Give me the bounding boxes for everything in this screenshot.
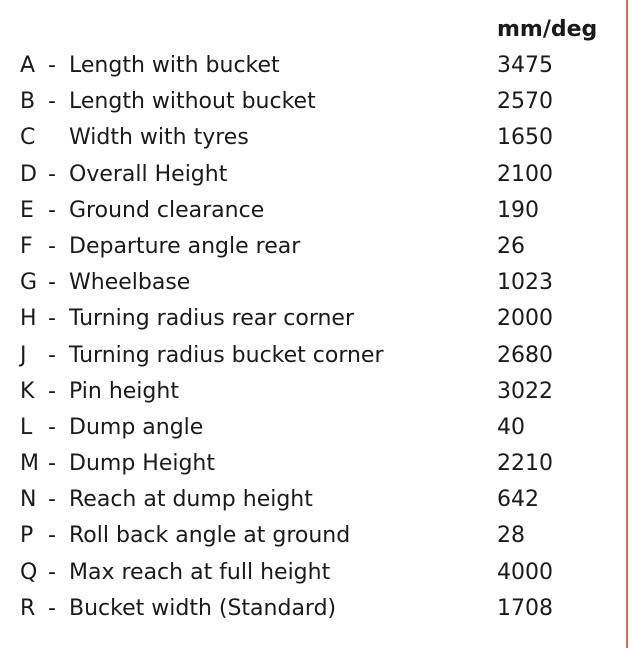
spec-label: Dump Height	[69, 451, 215, 477]
spec-label: Ground clearance	[69, 197, 265, 223]
spec-dash: -	[48, 89, 56, 115]
spec-row-m	[20, 449, 620, 485]
spec-row-l	[20, 413, 620, 449]
spec-letter: G	[20, 270, 38, 296]
spec-value: 1650	[497, 125, 553, 151]
spec-label: Turning radius bucket corner	[69, 342, 384, 368]
spec-letter: L	[20, 414, 33, 440]
spec-row-p	[20, 521, 620, 557]
spec-row-j	[20, 341, 620, 377]
spec-row-h	[20, 304, 620, 340]
spec-letter: H	[20, 306, 37, 332]
spec-label: Length without bucket	[69, 89, 316, 115]
spec-dash: -	[48, 342, 56, 368]
spec-row-q	[20, 558, 620, 594]
spec-letter: K	[20, 378, 35, 404]
spec-letter: E	[20, 197, 34, 223]
spec-letter: J	[20, 342, 27, 368]
spec-letter: M	[20, 451, 39, 477]
spec-dash: -	[48, 414, 56, 440]
spec-label: Turning radius rear corner	[69, 306, 355, 332]
spec-letter: B	[20, 89, 36, 115]
spec-row-n	[20, 485, 620, 521]
spec-label: Wheelbase	[69, 270, 191, 296]
spec-row-b	[20, 87, 620, 123]
spec-dash: -	[48, 306, 56, 332]
spec-label: Roll back angle at ground	[69, 523, 351, 549]
spec-letter: A	[20, 53, 36, 78]
spec-value: 1023	[497, 270, 553, 296]
spec-label: Bucket width (Standard)	[69, 595, 337, 621]
spec-value: 40	[497, 414, 525, 440]
spec-dash: -	[48, 523, 56, 549]
spec-label: Dump angle	[69, 414, 204, 440]
spec-letter: P	[20, 523, 34, 549]
spec-label: Departure angle rear	[69, 233, 301, 259]
spec-label: Length with bucket	[69, 53, 280, 78]
spec-row-a	[20, 51, 620, 87]
spec-value: 26	[497, 233, 525, 259]
spec-letter: R	[20, 595, 36, 621]
spec-dash: -	[48, 233, 56, 259]
spec-letter: N	[20, 487, 37, 513]
spec-value: 190	[497, 197, 539, 223]
spec-value: 2100	[497, 161, 553, 187]
spec-dash: -	[48, 451, 56, 477]
spec-dash: -	[48, 487, 56, 513]
spec-letter: F	[20, 233, 33, 259]
right-edge-rule	[626, 0, 628, 648]
spec-label: Reach at dump height	[69, 487, 313, 513]
spec-value: 4000	[497, 559, 553, 585]
spec-label: Overall Height	[69, 161, 228, 187]
spec-value: 2570	[497, 89, 553, 115]
spec-value: 28	[497, 523, 525, 549]
spec-row-d	[20, 160, 620, 196]
spec-row-r	[20, 594, 620, 630]
spec-value: 2680	[497, 342, 553, 368]
spec-dash: -	[48, 595, 56, 621]
spec-row-e	[20, 196, 620, 232]
spec-label: Width with tyres	[69, 125, 249, 151]
spec-letter: D	[20, 161, 37, 187]
spec-row-g	[20, 268, 620, 304]
spec-dash: -	[48, 53, 56, 78]
spec-dash: -	[48, 161, 56, 187]
spec-row-f	[20, 232, 620, 268]
spec-label: Pin height	[69, 378, 179, 404]
spec-letter: Q	[20, 559, 38, 585]
spec-label: Max reach at full height	[69, 559, 331, 585]
spec-value: 642	[497, 487, 539, 513]
spec-value: 2000	[497, 306, 553, 332]
spec-row-c	[20, 123, 620, 159]
spec-dash: -	[48, 559, 56, 585]
spec-value: 3022	[497, 378, 553, 404]
spec-value: 1708	[497, 595, 553, 621]
spec-dash: -	[48, 197, 56, 223]
spec-dash: -	[48, 270, 56, 296]
spec-table	[20, 51, 620, 630]
spec-row-k	[20, 377, 620, 413]
spec-dash: -	[48, 378, 56, 404]
spec-letter: C	[20, 125, 36, 151]
spec-value: 2210	[497, 451, 553, 477]
unit-column-header: mm/deg	[497, 17, 598, 42]
spec-value: 3475	[497, 53, 553, 78]
